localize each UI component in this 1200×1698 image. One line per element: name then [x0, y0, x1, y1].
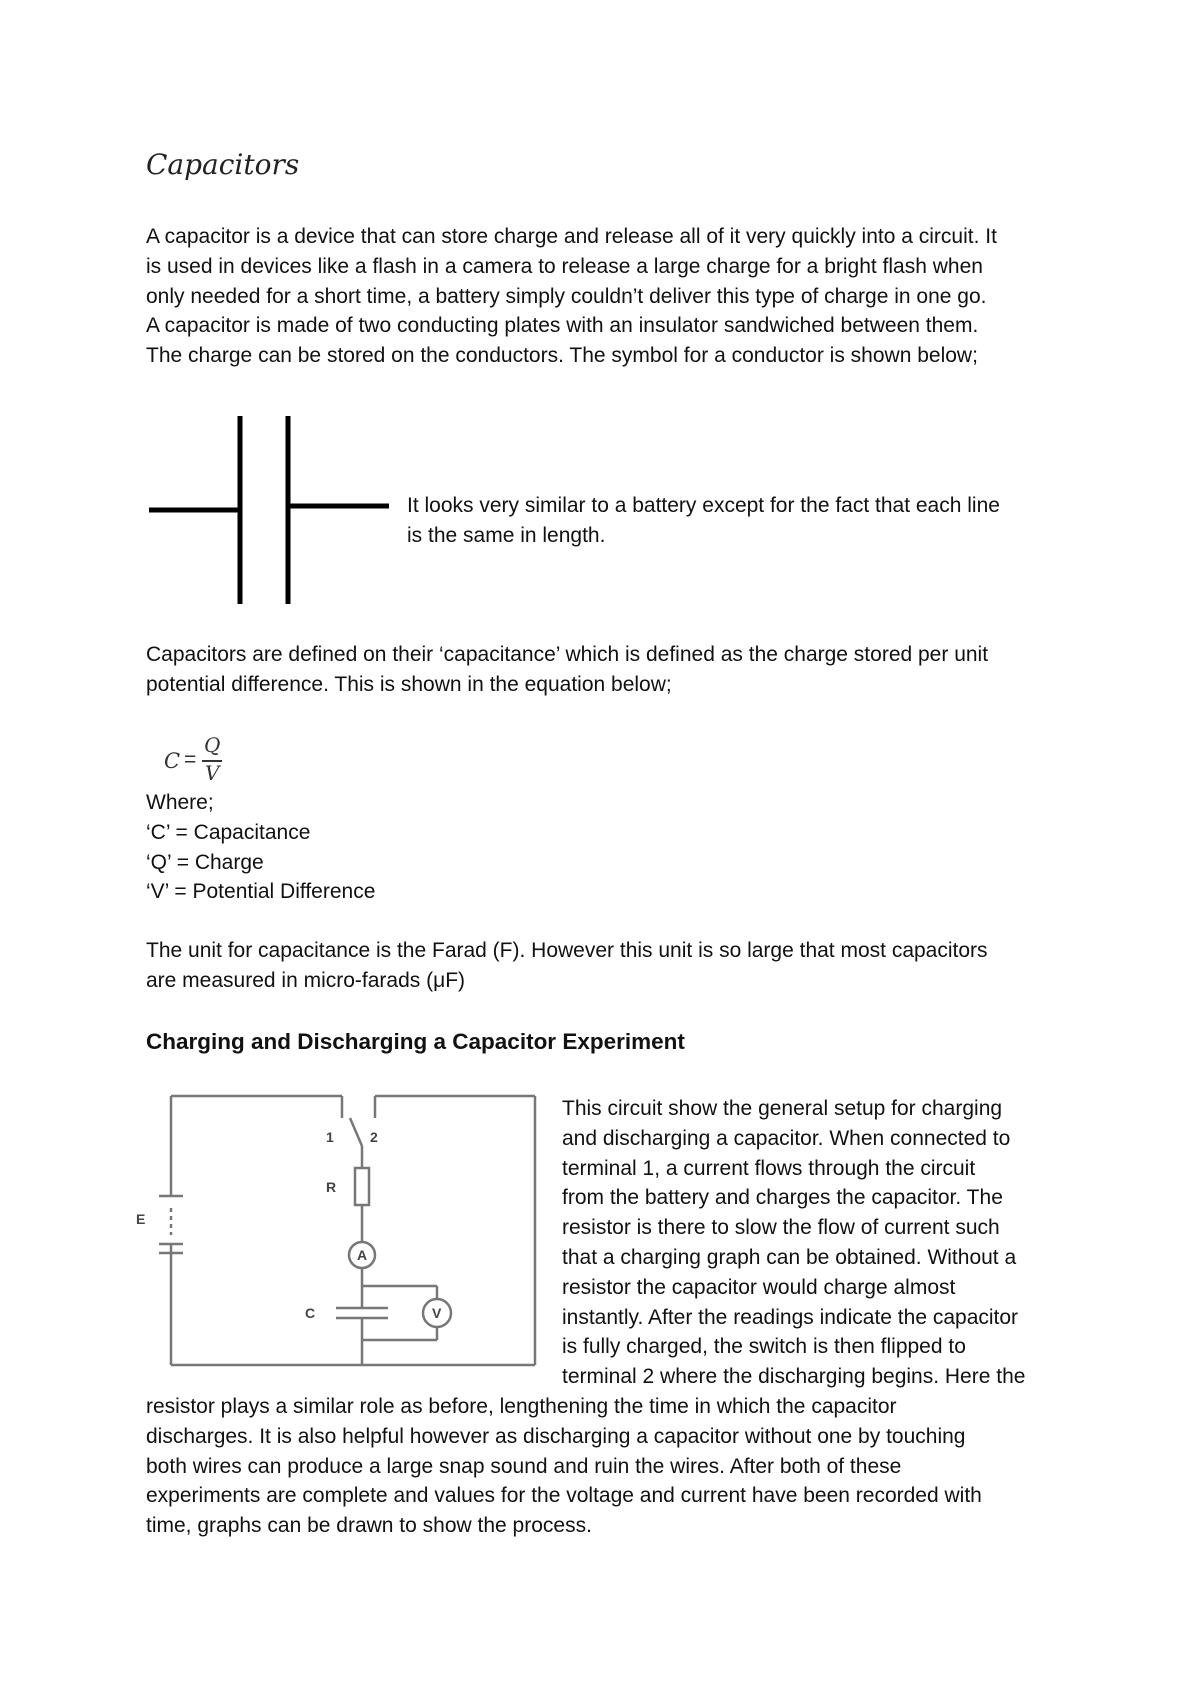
- circuit-diagram: [130, 1090, 550, 1380]
- text-line: ‘V’ = Potential Difference: [146, 880, 376, 904]
- variable-definitions: [146, 788, 375, 907]
- text-line: is used in devices like a flash in a camera to release a large charge for a bright flash when: [146, 254, 983, 278]
- text-line: resistor the capacitor would charge almost: [562, 1275, 956, 1299]
- text-line: ‘C’ = Capacitance: [146, 820, 311, 844]
- text-line: is the same in length.: [407, 523, 606, 547]
- text-line: both wires can produce a large snap sound and ruin the wires. After both of these: [146, 1454, 902, 1478]
- resistor-body: [355, 1168, 369, 1205]
- text-line: that a charging graph can be obtained. Without a: [562, 1245, 1017, 1269]
- text-line: Where;: [146, 791, 214, 814]
- text-line: The charge can be stored on the conductors. The symbol for a conductor is shown below;: [146, 344, 978, 368]
- section-heading: Charging and Discharging a Capacitor Experiment: [146, 1029, 685, 1054]
- equation-denominator: V: [205, 761, 220, 785]
- text-line: This circuit show the general setup for charging: [562, 1097, 1003, 1120]
- page-title: Capacitors: [146, 148, 300, 181]
- equation-equals: =: [184, 748, 197, 771]
- equation-numerator: Q: [204, 733, 221, 757]
- text-line: time, graphs can be drawn to show the process.: [146, 1514, 592, 1538]
- text-line: A capacitor is a device that can store charge and release all of it very quickly into a circuit. It: [146, 225, 997, 248]
- text-line: potential difference. This is shown in the equation below;: [146, 672, 672, 696]
- unit-paragraph: [146, 936, 988, 996]
- capacitance-equation: [160, 733, 240, 790]
- text-line: It looks very similar to a battery except for the fact that each line: [407, 494, 1000, 517]
- text-line: A capacitor is made of two conducting plates with an insulator sandwiched between them.: [146, 314, 979, 338]
- discharge-paragraph: [146, 1392, 982, 1541]
- text-line: instantly. After the readings indicate the capacitor: [562, 1305, 1019, 1329]
- equation-lhs: C: [164, 749, 181, 773]
- ammeter-label: A: [357, 1247, 368, 1263]
- battery-label: E: [136, 1211, 146, 1227]
- text-line: are measured in micro-farads (μF): [146, 968, 466, 992]
- text-line: from the battery and charges the capacitor. The: [562, 1186, 1003, 1210]
- capacitor-symbol-diagram: [145, 412, 395, 608]
- text-line: The unit for capacitance is the Farad (F). However this unit is so large that most capacitors: [146, 939, 988, 962]
- text-line: resistor plays a similar role as before, lengthening the time in which the capacitor: [146, 1395, 897, 1418]
- text-line: resistor is there to slow the flow of current such: [562, 1216, 1000, 1240]
- text-line: terminal 2 where the discharging begins. Here the: [562, 1365, 1026, 1389]
- switch-blade: [350, 1118, 362, 1146]
- terminal-2-label: 2: [370, 1129, 378, 1145]
- text-line: experiments are complete and values for the voltage and current have been recorded with: [146, 1484, 982, 1508]
- text-line: only needed for a short time, a battery simply couldn’t deliver this type of charge in one go.: [146, 284, 987, 308]
- text-line: discharges. It is also helpful however as discharging a capacitor without one by touching: [146, 1424, 966, 1448]
- capacitance-definition: [146, 640, 988, 700]
- intro-paragraph: [146, 222, 997, 371]
- text-line: terminal 1, a current flows through the circuit: [562, 1156, 976, 1180]
- text-line: and discharging a capacitor. When connected to: [562, 1126, 1011, 1150]
- voltmeter-label: V: [432, 1305, 442, 1321]
- symbol-note: [407, 491, 1000, 551]
- resistor-label: R: [326, 1179, 337, 1195]
- capacitor-label: C: [305, 1305, 316, 1321]
- text-line: ‘Q’ = Charge: [146, 850, 264, 874]
- circuit-explanation: [562, 1094, 1025, 1392]
- terminal-1-label: 1: [326, 1129, 334, 1145]
- text-line: is fully charged, the switch is then flipped to: [562, 1335, 966, 1359]
- text-line: Capacitors are defined on their ‘capacitance’ which is defined as the charge stored per unit: [146, 643, 989, 666]
